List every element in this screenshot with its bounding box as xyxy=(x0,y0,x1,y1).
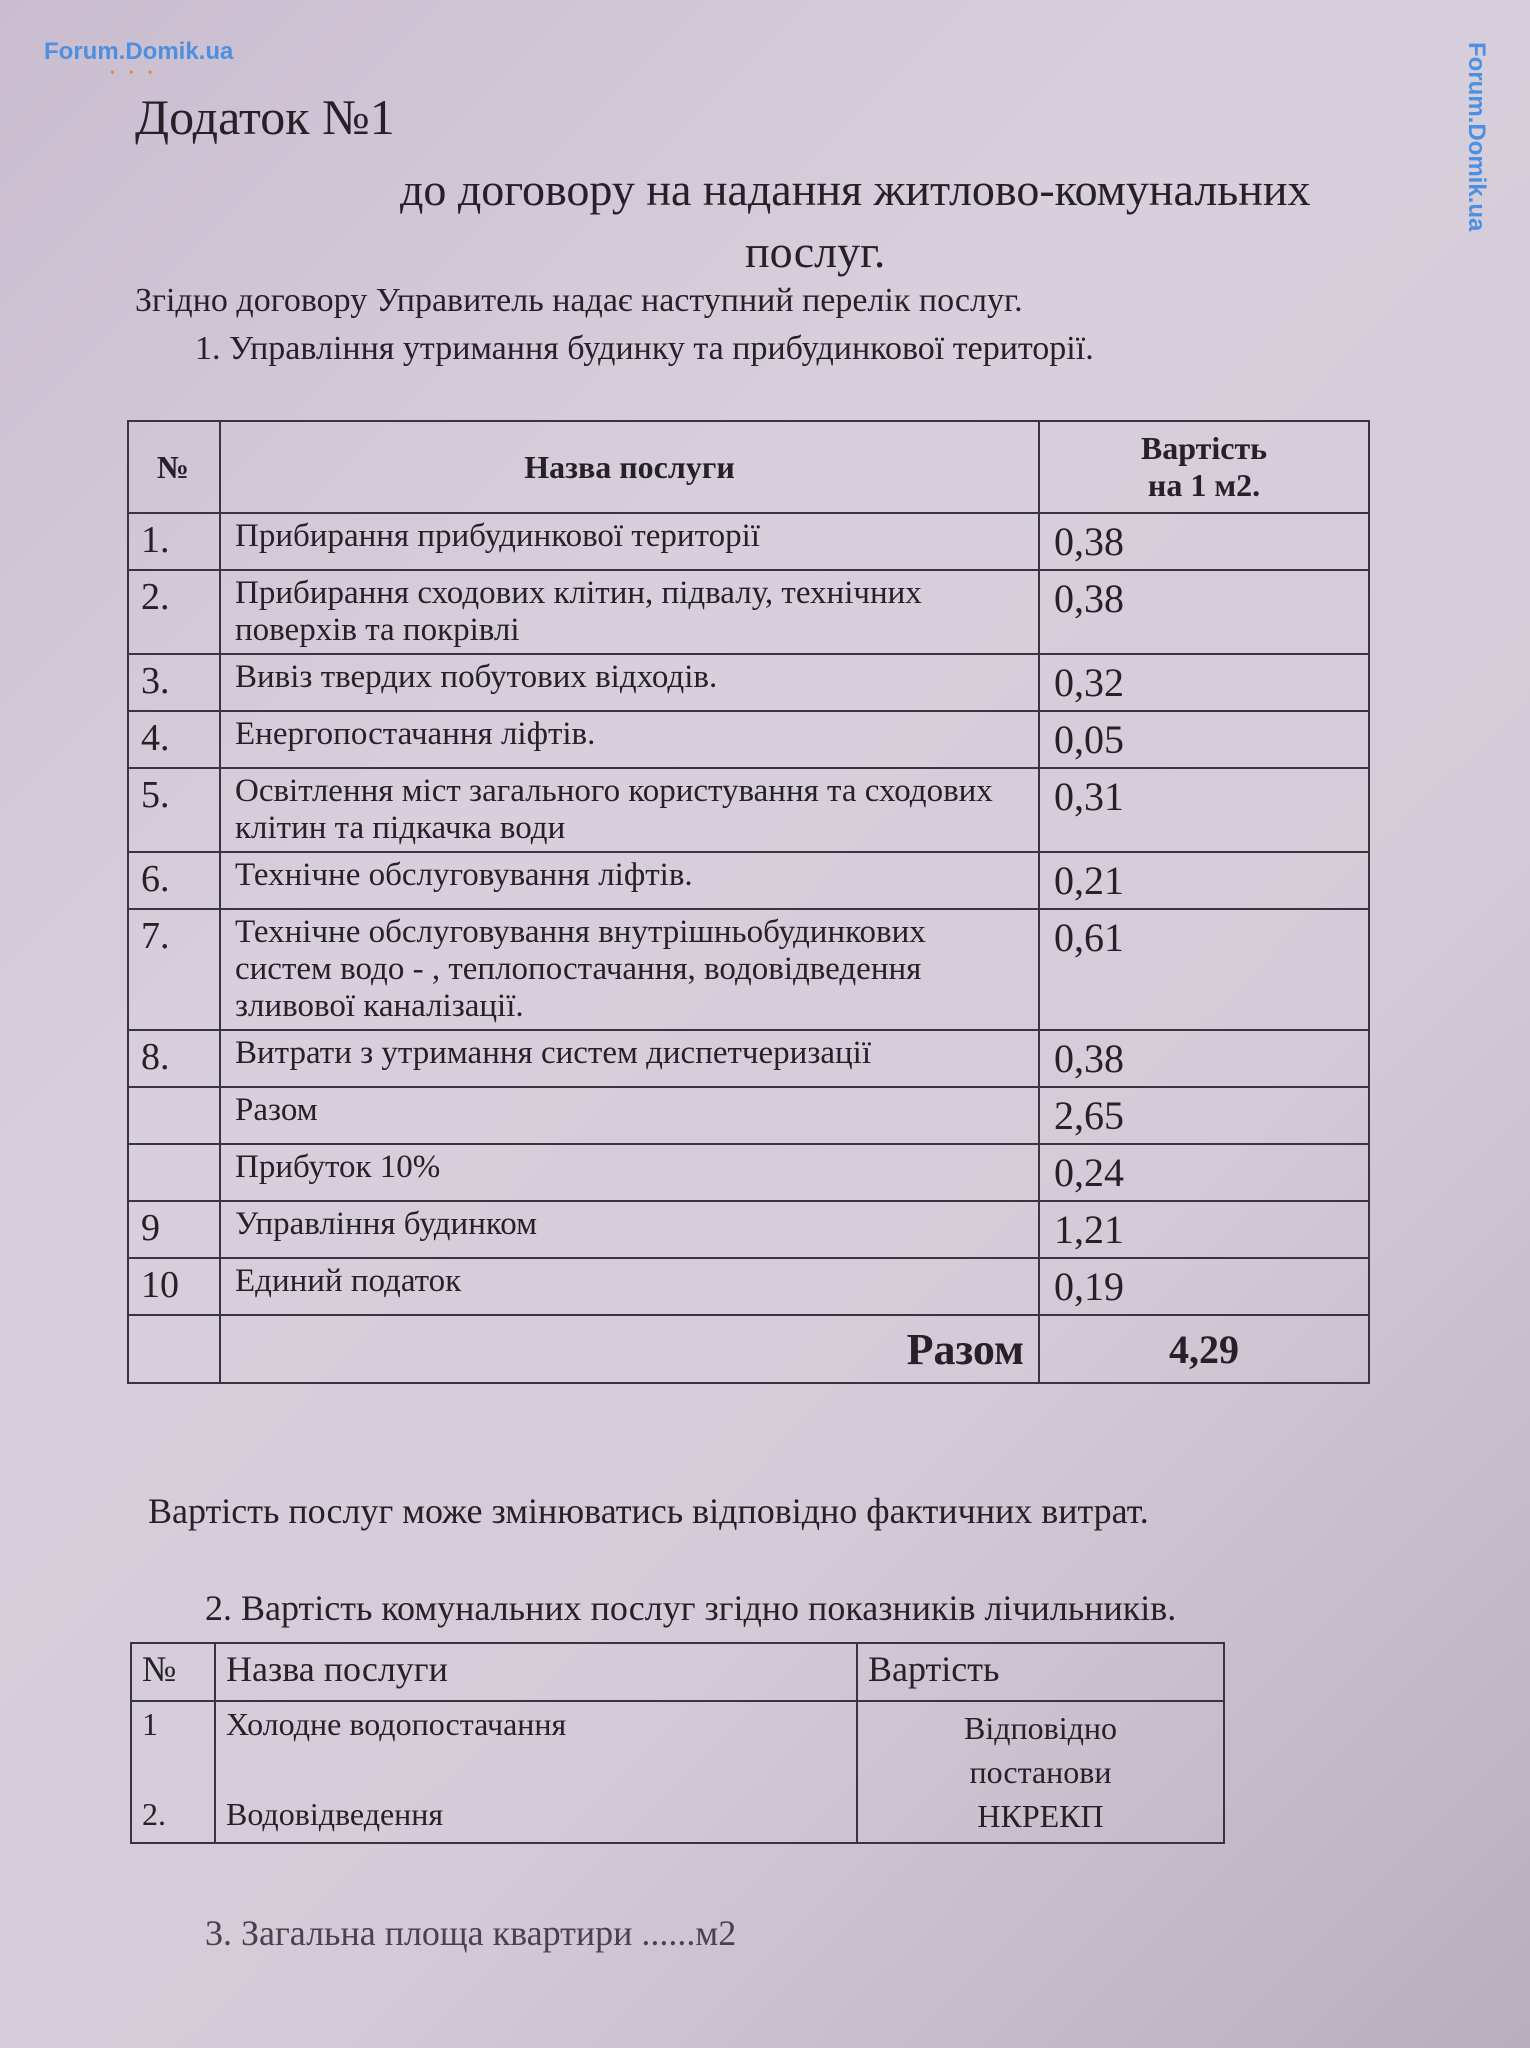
table-row xyxy=(128,570,1369,654)
table-total-row xyxy=(128,1315,1369,1383)
utilities-table xyxy=(130,1642,1225,1844)
total-label: Разом xyxy=(220,1315,1039,1383)
header-num: № xyxy=(131,1643,215,1701)
row-value: 1,21 xyxy=(1039,1201,1369,1258)
row-num: 7. xyxy=(128,909,220,1030)
row-num: 1. xyxy=(128,513,220,570)
utilities-table-row xyxy=(131,1701,1224,1843)
row-num: 2. xyxy=(128,570,220,654)
row-value: 0,19 xyxy=(1039,1258,1369,1315)
cost-text-line: постанови xyxy=(969,1754,1112,1790)
header-cost-line1: Вартість xyxy=(1140,430,1268,466)
services-table-header xyxy=(128,421,1369,513)
header-cost: Вартість xyxy=(857,1643,1224,1701)
row-num xyxy=(128,1144,220,1201)
row-name: Управління будинком xyxy=(220,1201,1039,1258)
header-cost xyxy=(1039,421,1369,513)
row-value: 0,38 xyxy=(1039,513,1369,570)
row-name: Освітлення міст загального користування та сходових клітин та підкачка води xyxy=(220,768,1039,852)
row-name: Вивіз твердих побутових відходів. xyxy=(220,654,1039,711)
row-num xyxy=(128,1315,220,1383)
row-num: 3. xyxy=(128,654,220,711)
watermark-side: Forum.Domik.ua xyxy=(1463,42,1490,232)
row-value: 0,61 xyxy=(1039,909,1369,1030)
document-subtitle-line1: до договору на надання житлово-комунальних xyxy=(400,164,1311,215)
table-row xyxy=(128,852,1369,909)
row-value: 0,31 xyxy=(1039,768,1369,852)
watermark-top: Forum.Domik.ua xyxy=(44,38,234,65)
table-row xyxy=(128,1087,1369,1144)
table-row xyxy=(128,768,1369,852)
utility-nums xyxy=(131,1701,215,1843)
intro-text: Згідно договору Управитель надає наступний перелік послуг. xyxy=(135,282,1023,319)
row-name: Разом xyxy=(220,1087,1039,1144)
utility-name: Водовідведення xyxy=(226,1796,444,1832)
table-row xyxy=(128,1144,1369,1201)
row-name: Прибирання прибудинкової території xyxy=(220,513,1039,570)
table-row xyxy=(128,654,1369,711)
row-name: Енергопостачання ліфтів. xyxy=(220,711,1039,768)
row-value: 0,38 xyxy=(1039,1030,1369,1087)
utility-names xyxy=(215,1701,857,1843)
document-subtitle-line2: послуг. xyxy=(745,226,886,277)
row-name: Прибирання сходових клітин, підвалу, технічних поверхів та покрівлі xyxy=(220,570,1039,654)
document-title: Додаток №1 xyxy=(135,89,395,145)
section3-heading: 3. Загальна площа квартири ......м2 xyxy=(205,1913,737,1953)
row-num: 6. xyxy=(128,852,220,909)
row-value: 2,65 xyxy=(1039,1087,1369,1144)
row-num: 10 xyxy=(128,1258,220,1315)
table-row xyxy=(128,513,1369,570)
watermark-dots: ••• xyxy=(110,66,167,81)
table-row xyxy=(128,1258,1369,1315)
table-row xyxy=(128,1030,1369,1087)
row-num: 5. xyxy=(128,768,220,852)
row-num: 9 xyxy=(128,1201,220,1258)
utility-num: 1 xyxy=(142,1706,158,1742)
row-name: Технічне обслуговування ліфтів. xyxy=(220,852,1039,909)
utility-num: 2. xyxy=(142,1796,166,1832)
cost-text-line: Відповідно xyxy=(963,1710,1118,1746)
utility-cost xyxy=(857,1701,1224,1843)
row-num: 8. xyxy=(128,1030,220,1087)
row-name: Витрати з утримання систем диспетчеризації xyxy=(220,1030,1039,1087)
utilities-table-header xyxy=(131,1643,1224,1701)
header-name: Назва послуги xyxy=(220,421,1039,513)
header-name: Назва послуги xyxy=(215,1643,857,1701)
row-name: Технічне обслуговування внутрішньобудинкових систем водо - , теплопостачання, водовідведення зливової каналізації. xyxy=(220,909,1039,1030)
row-value: 0,38 xyxy=(1039,570,1369,654)
table-row xyxy=(128,909,1369,1030)
total-value: 4,29 xyxy=(1039,1315,1369,1383)
row-num: 4. xyxy=(128,711,220,768)
row-num xyxy=(128,1087,220,1144)
cost-text-line: НКРЕКП xyxy=(977,1798,1104,1834)
row-name: Прибуток 10% xyxy=(220,1144,1039,1201)
row-name: Единий податок xyxy=(220,1258,1039,1315)
row-value: 0,32 xyxy=(1039,654,1369,711)
section1-heading: 1. Управління утримання будинку та прибудинкової території. xyxy=(195,330,1094,367)
table-row xyxy=(128,1201,1369,1258)
row-value: 0,21 xyxy=(1039,852,1369,909)
section2-heading: 2. Вартість комунальних послуг згідно показників лічильників. xyxy=(205,1588,1177,1628)
table-row xyxy=(128,711,1369,768)
row-value: 0,05 xyxy=(1039,711,1369,768)
header-cost-line2: на 1 м2. xyxy=(1147,467,1261,503)
services-table xyxy=(127,420,1370,1384)
utility-name: Холодне водопостачання xyxy=(226,1706,567,1742)
cost-note: Вартість послуг може змінюватись відповідно фактичних витрат. xyxy=(148,1491,1149,1531)
row-value: 0,24 xyxy=(1039,1144,1369,1201)
header-num: № xyxy=(128,421,220,513)
